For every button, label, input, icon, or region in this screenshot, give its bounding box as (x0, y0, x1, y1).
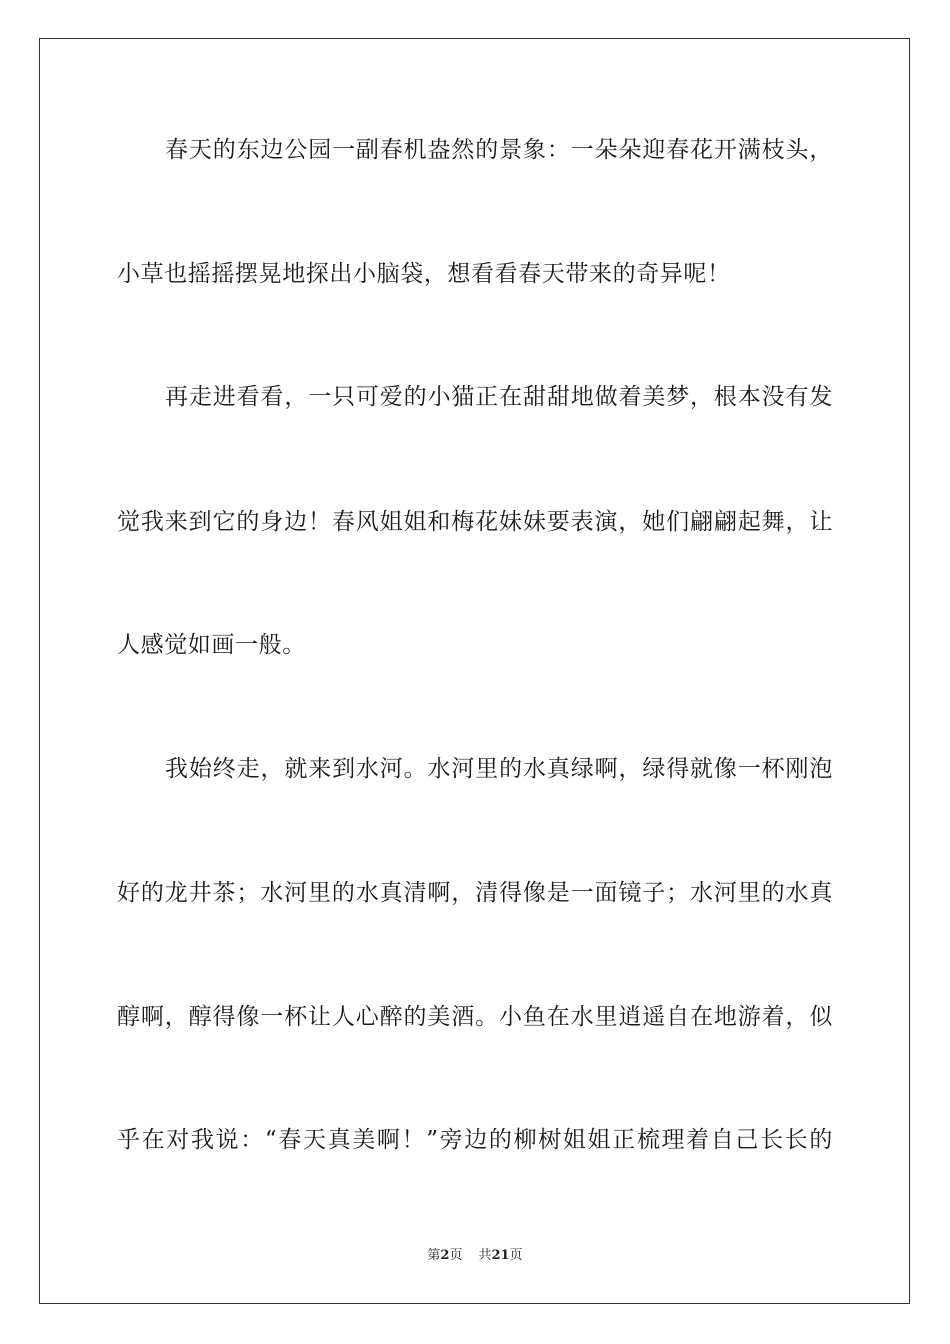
paragraph-3-line-1: 我始终走，就来到水河。水河里的水真绿啊，绿得就像一杯刚泡 (165, 756, 833, 782)
page-footer (0, 1247, 950, 1265)
paragraph-1-line-1: 春天的东边公园一副春机盎然的景象：一朵朵迎春花开满枝头， (165, 137, 833, 163)
page-suffix: 页 (449, 1248, 463, 1263)
paragraph-2-line-3: 人感觉如画一般。 (117, 632, 306, 658)
page-prefix: 第 (427, 1248, 441, 1263)
total-suffix: 页 (509, 1248, 523, 1263)
paragraph-2-line-2: 觉我来到它的身边！春风姐姐和梅花妹妹要表演，她们翩翩起舞，让 (117, 509, 833, 535)
paragraph-3-line-4: 乎在对我说：“春天真美啊！”旁边的柳树姐姐正梳理着自己长长的 (117, 1127, 833, 1153)
paragraph-3-line-2: 好的龙井茶；水河里的水真清啊，清得像是一面镜子；水河里的水真 (117, 880, 833, 906)
total-prefix: 共 (478, 1248, 492, 1263)
total-pages: 21 (491, 1248, 510, 1263)
paragraph-2-line-1: 再走进看看，一只可爱的小猫正在甜甜地做着美梦，根本没有发 (165, 384, 833, 410)
page-number: 2 (440, 1248, 450, 1263)
paragraph-1-line-2: 小草也摇摇摆晃地探出小脑袋，想看看春天带来的奇异呢！ (117, 261, 731, 287)
page-border (39, 38, 910, 1304)
paragraph-3-line-3: 醇啊，醇得像一杯让人心醉的美酒。小鱼在水里逍遥自在地游着，似 (117, 1004, 833, 1030)
